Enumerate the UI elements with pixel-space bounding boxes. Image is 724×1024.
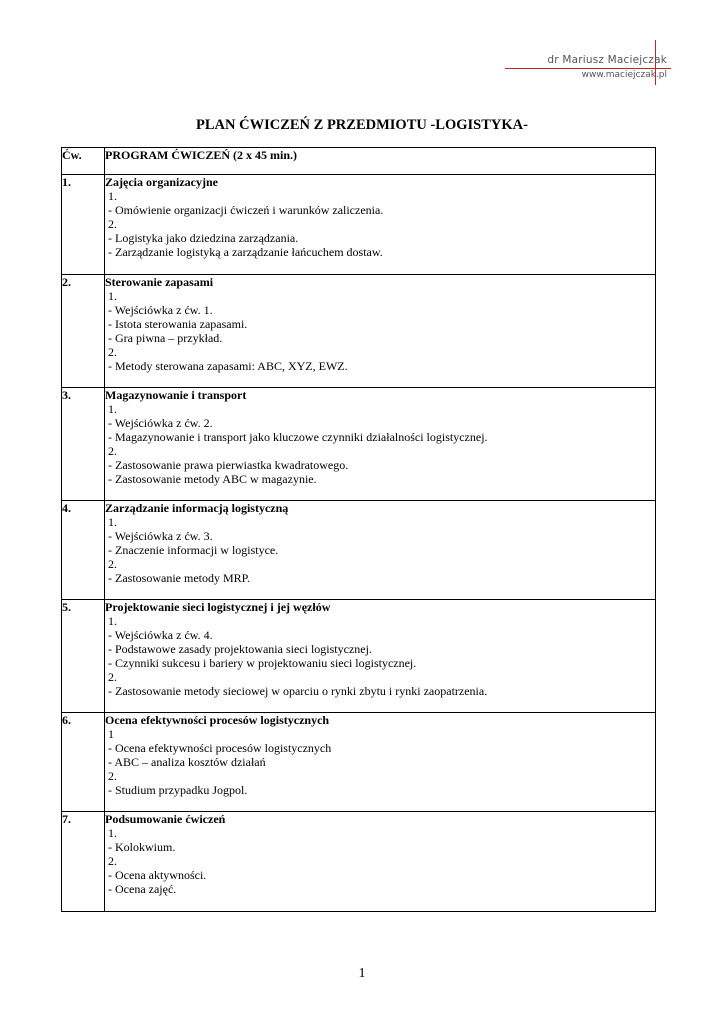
exercise-line: 1. — [108, 289, 117, 303]
exercise-plan-table — [61, 147, 656, 912]
exercise-title: Zajęcia organizacyjne — [105, 175, 218, 189]
author-logo — [505, 40, 671, 85]
exercise-content — [105, 388, 656, 501]
exercise-line: 1. — [108, 826, 117, 840]
exercise-line: - Magazynowanie i transport jako kluczowe czynniki działalności logistycznej. — [108, 430, 488, 444]
header-program: PROGRAM ĆWICZEŃ (2 x 45 min.) — [105, 148, 656, 175]
exercise-title: Sterowanie zapasami — [105, 275, 214, 289]
exercise-line: 2. — [108, 345, 117, 359]
exercise-content — [105, 812, 656, 912]
exercise-line: - Wejściówka z ćw. 4. — [108, 628, 213, 642]
exercise-number: 6. — [62, 713, 105, 812]
exercise-line: 2. — [108, 854, 117, 868]
exercise-line: - Kolokwium. — [108, 840, 176, 854]
exercise-line: - Zastosowanie metody ABC w magazynie. — [108, 472, 317, 486]
exercise-content — [105, 275, 656, 388]
exercise-line: - Gra piwna – przykład. — [108, 331, 223, 345]
exercise-line: - Zastosowanie metody MRP. — [108, 571, 250, 585]
document-title: PLAN ĆWICZEŃ Z PRZEDMIOTU -LOGISTYKA- — [196, 117, 528, 133]
exercise-line: - ABC – analiza kosztów działań — [108, 755, 266, 769]
logo-horizontal-line — [505, 68, 671, 69]
exercise-line: - Ocena efektywności procesów logistycznych — [108, 741, 332, 755]
exercise-line: - Wejściówka z ćw. 1. — [108, 303, 213, 317]
exercise-line: - Metody sterowana zapasami: ABC, XYZ, EWZ. — [108, 359, 348, 373]
exercise-title: Projektowanie sieci logistycznej i jej węzłów — [105, 600, 331, 614]
exercise-line: - Istota sterowania zapasami. — [108, 317, 248, 331]
exercise-line: - Wejściówka z ćw. 3. — [108, 529, 213, 543]
exercise-title: Podsumowanie ćwiczeń — [105, 812, 226, 826]
header-exercise-number: Ćw. — [62, 148, 105, 175]
table-row — [62, 275, 656, 388]
exercise-line: - Ocena zajęć. — [108, 882, 177, 896]
exercise-line: - Zastosowanie prawa pierwiastka kwadratowego. — [108, 458, 349, 472]
exercise-line: - Ocena aktywności. — [108, 868, 207, 882]
exercise-line: 1. — [108, 189, 117, 203]
exercise-line: 2. — [108, 217, 117, 231]
exercise-number: 2. — [62, 275, 105, 388]
exercise-content — [105, 713, 656, 812]
table-row — [62, 713, 656, 812]
logo-author-name: dr Mariusz Maciejczak — [547, 54, 667, 66]
exercise-number: 7. — [62, 812, 105, 912]
exercise-line: 1. — [108, 614, 117, 628]
exercise-title: Magazynowanie i transport — [105, 388, 247, 402]
table-row — [62, 388, 656, 501]
table-row — [62, 600, 656, 713]
table-row — [62, 812, 656, 912]
exercise-number: 5. — [62, 600, 105, 713]
exercise-content — [105, 501, 656, 600]
exercise-title: Zarządzanie informacją logistyczną — [105, 501, 289, 515]
table-row — [62, 175, 656, 275]
exercise-title: Ocena efektywności procesów logistycznych — [105, 713, 330, 727]
exercise-number: 1. — [62, 175, 105, 275]
page-number: 1 — [358, 966, 366, 981]
exercise-line: 2. — [108, 670, 117, 684]
exercise-line: - Zastosowanie metody sieciowej w oparciu o rynki zbytu i rynki zaopatrzenia. — [108, 684, 488, 698]
exercise-line: - Zarządzanie logistyką a zarządzanie łańcuchem dostaw. — [108, 245, 383, 259]
table-row — [62, 501, 656, 600]
exercise-line: - Logistyka jako dziedzina zarządzania. — [108, 231, 299, 245]
exercise-line: 1. — [108, 402, 117, 416]
exercise-line: 2. — [108, 444, 117, 458]
table-header-row — [62, 148, 656, 175]
logo-website: www.maciejczak.pl — [581, 70, 667, 80]
exercise-content — [105, 600, 656, 713]
exercise-line: - Studium przypadku Jogpol. — [108, 783, 248, 797]
exercise-line: - Wejściówka z ćw. 2. — [108, 416, 213, 430]
exercise-line: - Podstawowe zasady projektowania sieci logistycznej. — [108, 642, 372, 656]
exercise-line: - Czynniki sukcesu i bariery w projektowaniu sieci logistycznej. — [108, 656, 417, 670]
exercise-line: 2. — [108, 769, 117, 783]
exercise-line: 2. — [108, 557, 117, 571]
exercise-line: 1. — [108, 515, 117, 529]
exercise-line: - Omówienie organizacji ćwiczeń i warunków zaliczenia. — [108, 203, 384, 217]
exercise-number: 4. — [62, 501, 105, 600]
exercise-number: 3. — [62, 388, 105, 501]
exercise-line: 1 — [108, 727, 114, 741]
exercise-content — [105, 175, 656, 275]
exercise-line: - Znaczenie informacji w logistyce. — [108, 543, 279, 557]
